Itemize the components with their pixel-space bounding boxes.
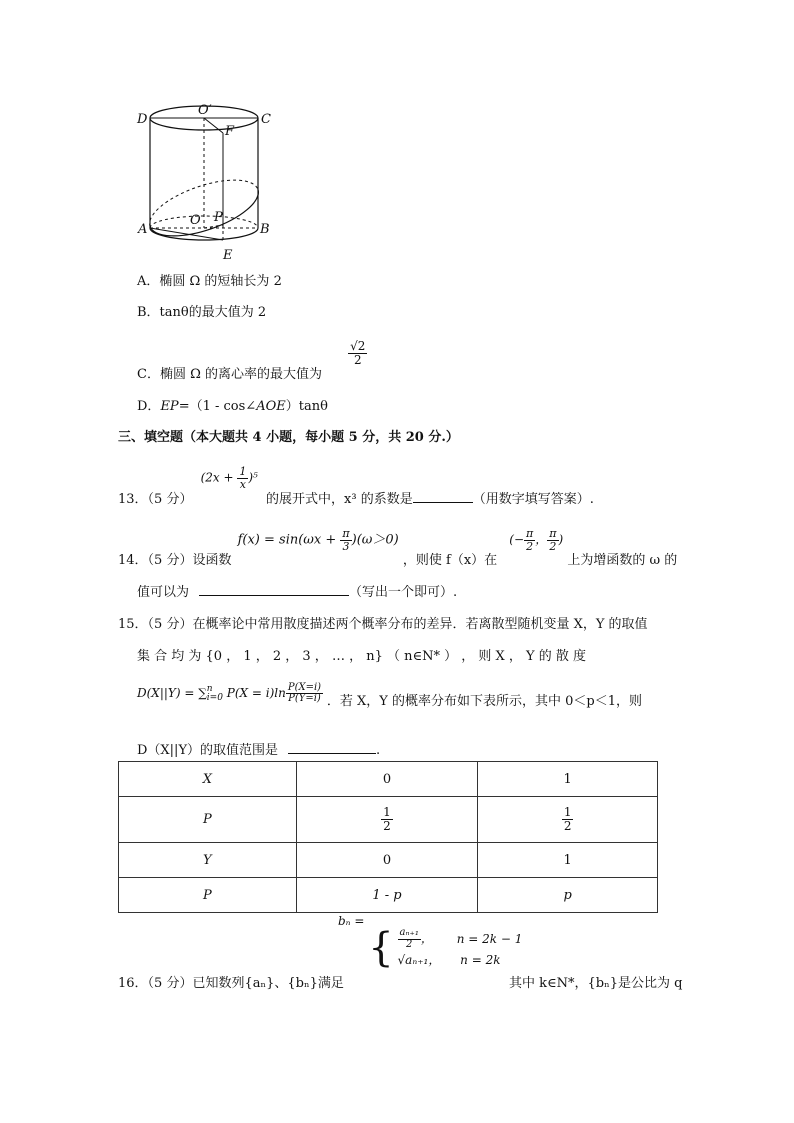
- table-frac-num: 1: [383, 805, 391, 820]
- q13-answer-blank[interactable]: [413, 502, 473, 503]
- option-c-fraction: [348, 340, 367, 366]
- table-row: [119, 878, 658, 913]
- table-row: [119, 843, 658, 878]
- table-cell: 0: [296, 762, 478, 797]
- q13-expr-open: (2x +: [200, 470, 238, 485]
- q14-function: [238, 528, 399, 552]
- label-p: P: [214, 210, 223, 225]
- q14-interval: [509, 528, 563, 552]
- option-d-rest: =（1 - cos∠: [178, 399, 257, 414]
- q13-expr-close: )⁵: [248, 470, 258, 485]
- q14-int-den2: 2: [549, 539, 557, 553]
- table-cell: Y: [119, 843, 297, 878]
- option-a: A．椭圆 Ω 的短轴长为 2: [137, 274, 282, 289]
- q15-line3-tail: ．若 X，Y 的概率分布如下表所示，其中 0＜p＜1，则: [326, 694, 643, 709]
- table-cell: P: [119, 797, 297, 843]
- q14-int-sep: ，: [535, 532, 548, 547]
- q15-formula-fraction: [286, 683, 323, 705]
- label-d: D: [137, 112, 148, 127]
- q15-formula-den: P(Y=i): [288, 693, 321, 704]
- q13-fraction: [237, 466, 248, 490]
- label-a: A: [138, 222, 148, 237]
- option-c: [137, 339, 367, 382]
- q15-formula-sub: i=0: [206, 692, 223, 703]
- table-cell: 1 - p: [296, 878, 478, 913]
- label-o-prime: O′: [198, 103, 212, 118]
- question-14: [118, 527, 678, 568]
- q13-frac-num: 1: [239, 465, 247, 478]
- label-c: C: [261, 112, 271, 127]
- q13-tail: （用数字填写答案）.: [472, 491, 594, 507]
- q15-formula-mid: P(X = i)ln: [222, 686, 286, 700]
- table-cell: [296, 797, 478, 843]
- option-d: [137, 395, 328, 414]
- table-cell: P: [119, 878, 297, 913]
- question-16-suffix: 其中 k∈N*，{bₙ}是公比为 q: [509, 976, 683, 991]
- option-c-text: C．椭圆 Ω 的离心率的最大值为: [137, 366, 322, 382]
- table-cell: 0: [296, 843, 478, 878]
- question-15-line4: [137, 739, 380, 758]
- q16-case1-cond: n = 2k − 1: [456, 931, 523, 946]
- q16-case2: [398, 954, 523, 967]
- question-13: [118, 465, 594, 507]
- table-cell: 1: [478, 843, 658, 878]
- table-cell: X: [119, 762, 297, 797]
- q14-func-den: 3: [342, 539, 350, 553]
- q14-int-num2: π: [549, 527, 557, 540]
- table-cell: 1: [478, 762, 658, 797]
- q14-func-tail: )(ω＞0): [351, 532, 399, 548]
- q15-formula: [137, 681, 327, 704]
- q14-mid: ，则使 f（x）在: [402, 552, 498, 568]
- cylinder-figure: [130, 95, 280, 265]
- option-d-prefix: D．: [137, 399, 161, 414]
- question-14-line2: [137, 581, 457, 600]
- q16-case1-num: aₙ₊₁: [399, 927, 419, 938]
- table-cell: [478, 797, 658, 843]
- q16-case2-cond: n = 2k: [460, 953, 501, 967]
- option-c-den: 2: [353, 352, 362, 367]
- table-frac-den: 2: [383, 819, 391, 833]
- q13-expression: [201, 466, 258, 490]
- option-d-tail: ）tanθ: [285, 399, 328, 414]
- q16-piecewise: [338, 914, 523, 971]
- question-15-line1: 15．（5 分）在概率论中常用散度描述两个概率分布的差异．若离散型随机变量 X，Y 的取值: [118, 617, 648, 632]
- table-frac-num: 1: [563, 805, 572, 820]
- table-frac-den: 2: [563, 819, 572, 833]
- question-15-line3: [137, 681, 643, 709]
- label-e: E: [223, 248, 233, 263]
- q14-int-frac2: [547, 528, 558, 552]
- q14-line2-prefix: 值可以为: [137, 585, 190, 600]
- q15-formula-sup: n: [206, 683, 213, 694]
- q15-formula-lhs: D(X||Y) = ∑: [137, 686, 207, 700]
- bottom-ellipse-front: [150, 228, 258, 240]
- label-f: F: [225, 124, 235, 139]
- q16-case1-den: 2: [406, 938, 413, 950]
- label-b: B: [260, 222, 270, 237]
- q14-line2-tail: （写出一个即可）.: [349, 585, 458, 600]
- q16-case2-expr: √aₙ₊₁，: [397, 953, 441, 967]
- q15-answer-blank[interactable]: [288, 753, 376, 754]
- label-o: O: [190, 213, 201, 228]
- question-16-prefix: 16．（5 分）已知数列{aₙ}、{bₙ}满足: [118, 976, 344, 991]
- segment-of: [204, 118, 223, 133]
- q14-interval-close: ): [558, 532, 564, 547]
- q15-line4-text: D（X||Y）的取值范围是: [137, 743, 279, 758]
- q16-bn: bₙ =: [338, 914, 365, 928]
- q14-int-num1: π: [526, 527, 534, 540]
- table-cell: p: [478, 878, 658, 913]
- q14-func-num: π: [342, 527, 350, 540]
- q14-func-lhs: f(x) = sin(ωx +: [237, 532, 341, 548]
- omega-ellipse-front: [150, 189, 265, 247]
- q16-case1-comma: ，: [420, 931, 433, 946]
- q14-int-frac1: [524, 528, 535, 552]
- q16-brace: {: [368, 925, 394, 971]
- question-15-line2: 集 合 均 为 {0 ， 1 ， 2 ， 3 ， … ， n} （ n∈N* ） ， 则 X ， Y 的 散 度: [137, 649, 587, 664]
- q14-end: 上为增函数的 ω 的: [567, 552, 678, 568]
- q14-interval-open: (−: [509, 532, 525, 547]
- option-b: B．tanθ的最大值为 2: [137, 305, 267, 320]
- q14-int-den1: 2: [526, 539, 534, 553]
- option-d-angle: AOE: [256, 399, 286, 414]
- table-row: [119, 797, 658, 843]
- q14-answer-blank[interactable]: [199, 595, 349, 596]
- q13-text: 的展开式中，x³ 的系数是: [266, 491, 413, 507]
- table-row: [119, 762, 658, 797]
- q13-number: 13．（5 分）: [118, 491, 193, 507]
- q14-func-fraction: [340, 528, 351, 552]
- q16-case1: [398, 928, 523, 954]
- q15-line4-end: .: [376, 743, 381, 758]
- option-d-expr: EP: [160, 399, 179, 414]
- section-heading: 三、填空题（本大题共 4 小题，每小题 5 分，共 20 分.）: [118, 430, 459, 445]
- option-c-num: √2: [350, 339, 366, 353]
- q15-formula-num: P(X=i): [287, 681, 322, 693]
- q14-number: 14．（5 分）设函数: [118, 552, 232, 568]
- probability-table: [118, 761, 658, 913]
- q13-frac-den: x: [239, 477, 246, 491]
